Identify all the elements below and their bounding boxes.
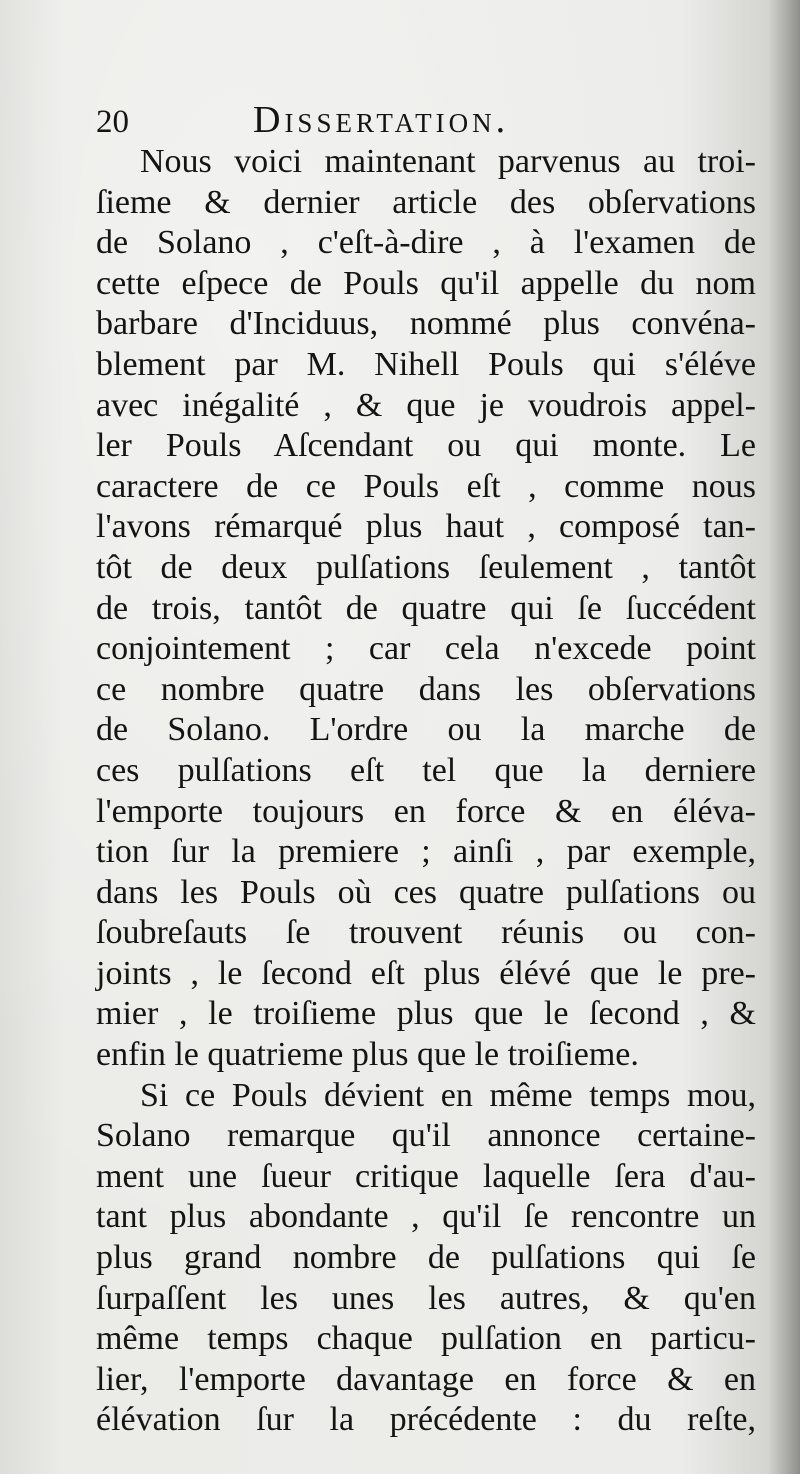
text-line: ſoubreſauts ſe trouvent réunis ou con-: [96, 914, 756, 952]
page-number: 20: [96, 104, 129, 140]
page-header: [96, 98, 756, 142]
text-line: dans les Pouls où ces quatre pulſations ou: [96, 873, 756, 911]
text-line: Nous voici maintenant parvenus au troi-: [140, 143, 756, 180]
text-line: ler Pouls Aſcendant ou qui monte. Le: [96, 427, 756, 465]
text-line: cette eſpece de Pouls qu'il appelle du nom: [96, 264, 756, 302]
text-line: tant plus abondante , qu'il ſe rencontre un: [96, 1198, 756, 1236]
text-line: ment une ſueur critique laquelle ſera d'au-: [96, 1157, 756, 1195]
text-line: même temps chaque pulſation en particu-: [96, 1320, 756, 1358]
text-line: barbare d'Inciduus, nommé plus convéna-: [96, 305, 756, 343]
text-line: de Solano. L'ordre ou la marche de: [96, 711, 756, 749]
text-line: l'emporte toujours en force & en éléva-: [96, 792, 756, 830]
paragraph-1: [96, 142, 756, 1076]
text-line: ſurpaſſent les unes les autres, & qu'en: [96, 1279, 756, 1317]
text-line: ces pulſations eſt tel que la derniere: [96, 751, 756, 789]
text-line: de Solano , c'eſt-à-dire , à l'examen de: [96, 224, 756, 262]
paragraph-2: [96, 1076, 756, 1441]
text-line: enfin le quatrieme plus que le troiſieme.: [96, 1036, 639, 1074]
text-line: ſieme & dernier article des obſervations: [96, 183, 756, 221]
text-line: blement par M. Nihell Pouls qui s'éléve: [96, 345, 756, 383]
text-line: élévation ſur la précédente : du reſte,: [96, 1401, 756, 1439]
running-title: Dissertation.: [253, 99, 510, 141]
text-line: tion ſur la premiere ; ainſi , par exemple,: [96, 833, 756, 871]
text-line: lier, l'emporte davantage en force & en: [96, 1360, 756, 1398]
text-line: ce nombre quatre dans les obſervations: [96, 670, 756, 708]
text-line: de trois, tantôt de quatre qui ſe ſuccédent: [96, 589, 756, 627]
text-line: tôt de deux pulſations ſeulement , tantôt: [96, 548, 756, 586]
text-line: conjointement ; car cela n'excede point: [96, 630, 756, 668]
text-line: caractere de ce Pouls eſt , comme nous: [96, 467, 756, 505]
text-line: avec inégalité , & que je voudrois appel-: [96, 386, 756, 424]
text-line: plus grand nombre de pulſations qui ſe: [96, 1239, 756, 1277]
text-line: l'avons rémarqué plus haut , composé tan-: [96, 508, 756, 546]
text-line: Solano remarque qu'il annonce certaine-: [96, 1117, 756, 1155]
text-line: joints , le ſecond eſt plus élévé que le pre-: [96, 954, 756, 992]
text-line: mier , le troiſieme plus que le ſecond , &: [96, 995, 756, 1033]
text-line: Si ce Pouls dévient en même temps mou,: [140, 1076, 756, 1114]
body-text: [96, 142, 756, 1441]
